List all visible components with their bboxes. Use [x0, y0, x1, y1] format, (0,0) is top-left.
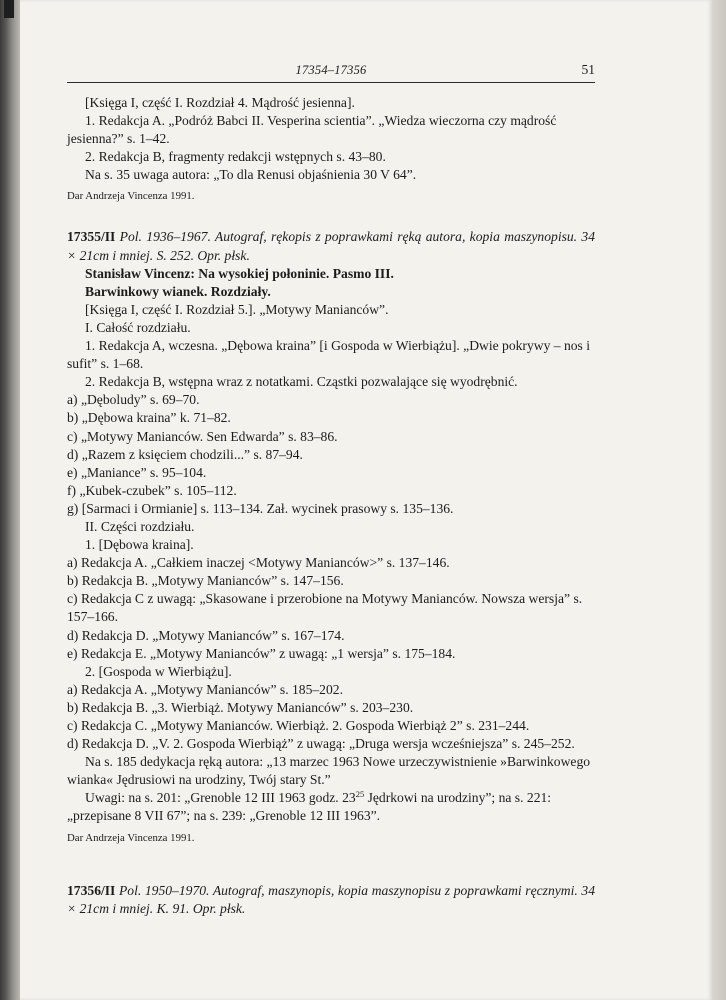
- entry-signature: 17355/II: [67, 229, 116, 245]
- entry-description: Pol. 1936–1967. Autograf, rękopis z poprawkami ręką autora, kopia maszynopisu. 34 × 21cm i mniej. S. 252. Opr. płsk.: [67, 229, 595, 263]
- entry-line: d) Redakcja D. „Motywy Manianców” s. 167–174.: [67, 627, 345, 643]
- provenance-note: Dar Andrzeja Vincenza 1991.: [67, 190, 195, 203]
- entry-line: 2. [Gospoda w Wierbiążu].: [85, 663, 232, 679]
- entry-line: c) „Motywy Manianców. Sen Edwarda” s. 83–86.: [67, 428, 338, 444]
- entry-line: b) „Dębowa kraina” k. 71–82.: [67, 410, 231, 426]
- entry-line: b) Redakcja B. „Motywy Manianców” s. 147–156.: [67, 573, 344, 589]
- remarks-text-1: Uwagi: na s. 201: „Grenoble 12 III 1963 godz. 23: [85, 790, 356, 806]
- scan-right-edge: [712, 0, 726, 1000]
- scan-left-edge: [0, 0, 20, 1000]
- entry-line: c) Redakcja C. „Motywy Manianców. Wierbiąż. 2. Gospoda Wierbiąż 2” s. 231–244.: [67, 718, 530, 733]
- scan-binding-notch: [4, 0, 14, 18]
- entry-line: e) „Maniance” s. 95–104.: [67, 464, 207, 480]
- remarks-superscript: 25: [355, 789, 365, 800]
- entry-line: d) Redakcja D. „V. 2. Gospoda Wierbiąż” z uwagą: „Druga wersja wcześniejsza” s. 245–252.: [67, 736, 575, 752]
- entry-line: [Księga I, część I. Rozdział 5.]. „Motywy Manianców”.: [85, 301, 389, 317]
- entry-title: Barwinkowy wianek. Rozdziały.: [85, 283, 271, 299]
- entry-signature: 17356/II: [67, 883, 116, 898]
- entry-line: Na s. 35 uwaga autora: „To dla Renusi objaśnienia 30 V 64”.: [85, 167, 417, 183]
- entry-line: 2. Redakcja B, wstępna wraz z notatkami. Cząstki pozwalające się wyodrębnić.: [85, 374, 518, 390]
- entry-line: [Księga I, część I. Rozdział 4. Mądrość jesienna].: [85, 95, 355, 110]
- entry-line: c) Redakcja C z uwagą: „Skasowane i przerobione na Motywy Manianców. Nowsza wersja” s. 157–166.: [67, 591, 583, 625]
- entry-header: [67, 228, 595, 264]
- entry-header: [67, 882, 595, 918]
- entry-description: Pol. 1950–1970. Autograf, maszynopis, kopia maszynopisu z poprawkami ręcznymi. 34 × 21cm i mniej. K. 91. Opr. płsk.: [67, 883, 595, 917]
- entry-line: g) [Sarmaci i Ormianie] s. 113–134. Zał. wycinek prasowy s. 135–136.: [67, 500, 454, 516]
- entry-line: a) „Dęboludy” s. 69–70.: [67, 392, 200, 408]
- entry-line: d) „Razem z księciem chodzili...” s. 87–94.: [67, 446, 303, 462]
- entry-line: Na s. 185 dedykacja ręką autora: „13 marzec 1963 Nowe urzeczywistnienie »Barwinkowego wianka« Jędrusiowi na urodziny, Twój stary St.”: [67, 754, 591, 788]
- provenance-note: Dar Andrzeja Vincenza 1991.: [67, 831, 195, 844]
- running-header: [67, 60, 595, 83]
- remarks-text-2: Jędrkowi na urodziny”; na s. 221: „przepisane 8 VII 67”; na s. 239: „Grenoble 12 III 1963”.: [67, 790, 552, 824]
- entry-title: Stanisław Vincenz: Na wysokiej połoninie. Pasmo III.: [85, 265, 394, 281]
- entry-17356: [67, 882, 595, 918]
- entry-line: b) Redakcja B. „3. Wierbiąż. Motywy Manianców” s. 203–230.: [67, 699, 414, 715]
- header-signature-range: 17354–17356: [295, 63, 367, 77]
- entry-line: e) Redakcja E. „Motywy Manianców” z uwagą: „1 wersja” s. 175–184.: [67, 645, 456, 661]
- page-number: 51: [581, 62, 595, 77]
- entry-line: I. Całość rozdziału.: [85, 319, 191, 335]
- entry-line: 1. Redakcja A, wczesna. „Dębowa kraina” [i Gospoda w Wierbiążu]. „Dwie pokrywy – nos i sufit” s. 1–68.: [67, 338, 591, 372]
- entry-remarks: [67, 789, 595, 825]
- entry-line: II. Części rozdziału.: [85, 518, 195, 534]
- entry-line: a) Redakcja A. „Całkiem inaczej <Motywy Manianców>” s. 137–146.: [67, 555, 450, 571]
- entry-line: 1. Redakcja A. „Podróż Babci II. Vesperina scientia”. „Wiedza wieczorna czy mądrość jesienna?” s. 1–42.: [67, 113, 557, 147]
- entry-line: f) „Kubek-czubek” s. 105–112.: [67, 482, 237, 498]
- page-body: [67, 94, 595, 846]
- entry-17354-tail: [67, 94, 595, 204]
- entry-17355: [67, 228, 595, 845]
- entry-line: 2. Redakcja B, fragmenty redakcji wstępnych s. 43–80.: [85, 149, 386, 165]
- entry-line: 1. [Dębowa kraina].: [85, 537, 194, 553]
- entry-line: a) Redakcja A. „Motywy Manianców” s. 185–202.: [67, 681, 343, 697]
